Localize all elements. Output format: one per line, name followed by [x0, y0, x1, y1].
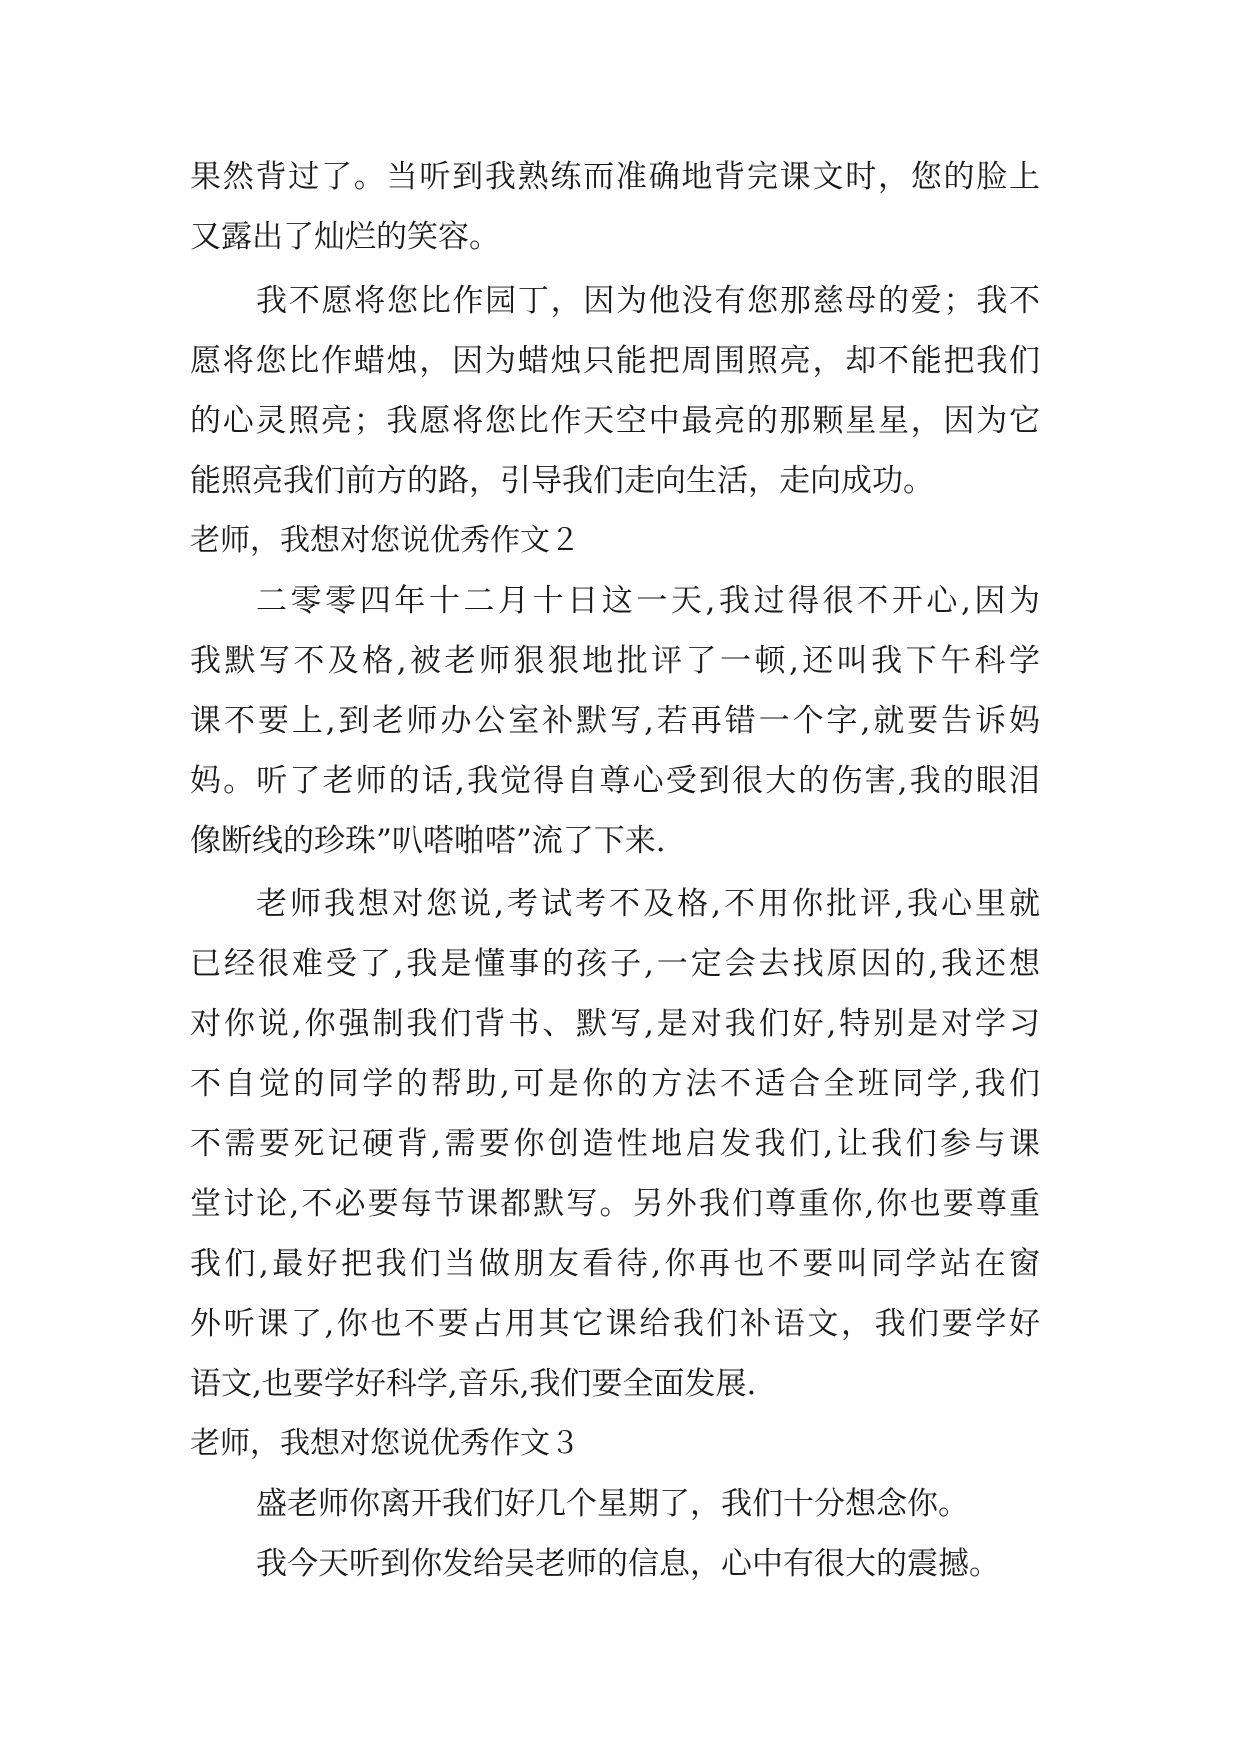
paragraph-line: 二零零四年十二月十日这一天,我过得很不开心,因为 [256, 583, 1040, 619]
paragraph-line: 果然背过了。当听到我熟练而准确地背完课文时，您的脸上 [190, 159, 1040, 195]
paragraph-line: 我不愿将您比作园丁，因为他没有您那慈母的爱；我不 [256, 283, 1040, 319]
paragraph-line: 我默写不及格,被老师狠狠地批评了一顿,还叫我下午科学 [190, 643, 1040, 679]
paragraph-line: 我今天听到你发给吴老师的信息，心中有很大的震撼。 [256, 1546, 1000, 1582]
section-heading: 老师，我想对您说优秀作文３ [190, 1426, 580, 1461]
paragraph-line: 外听课了,你也不要占用其它课给我们补语文，我们要学好 [190, 1306, 1040, 1342]
paragraph-line: 又露出了灿烂的笑容。 [190, 219, 500, 255]
paragraph-line: 的心灵照亮；我愿将您比作天空中最亮的那颗星星，因为它 [190, 403, 1040, 439]
paragraph-line: 不自觉的同学的帮助,可是你的方法不适合全班同学,我们 [190, 1066, 1040, 1102]
paragraph-line: 课不要上,到老师办公室补默写,若再错一个字,就要告诉妈 [190, 703, 1040, 739]
paragraph-line: 不需要死记硬背,需要你创造性地启发我们,让我们参与课 [190, 1126, 1040, 1162]
paragraph-line: 已经很难受了,我是懂事的孩子,一定会去找原因的,我还想 [190, 946, 1040, 982]
section-heading: 老师，我想对您说优秀作文２ [190, 523, 580, 558]
paragraph-line: 愿将您比作蜡烛，因为蜡烛只能把周围照亮，却不能把我们 [190, 343, 1040, 379]
paragraph-line: 妈。听了老师的话,我觉得自尊心受到很大的伤害,我的眼泪 [190, 763, 1040, 799]
paragraph-line: 盛老师你离开我们好几个星期了，我们十分想念你。 [256, 1486, 969, 1522]
paragraph-line: 老师我想对您说,考试考不及格,不用你批评,我心里就 [256, 886, 1040, 922]
paragraph-line: 我们,最好把我们当做朋友看待,你再也不要叫同学站在窗 [190, 1246, 1040, 1282]
paragraph-line: 堂讨论,不必要每节课都默写。另外我们尊重你,你也要尊重 [190, 1186, 1040, 1222]
paragraph-line: 语文,也要学好科学,音乐,我们要全面发展. [190, 1366, 757, 1402]
paragraph-line: 对你说,你强制我们背书、默写,是对我们好,特别是对学习 [190, 1006, 1040, 1042]
paragraph-line: 像断线的珍珠”叭嗒啪嗒”流了下来. [190, 823, 666, 859]
paragraph-line: 能照亮我们前方的路，引导我们走向生活，走向成功。 [190, 463, 934, 499]
